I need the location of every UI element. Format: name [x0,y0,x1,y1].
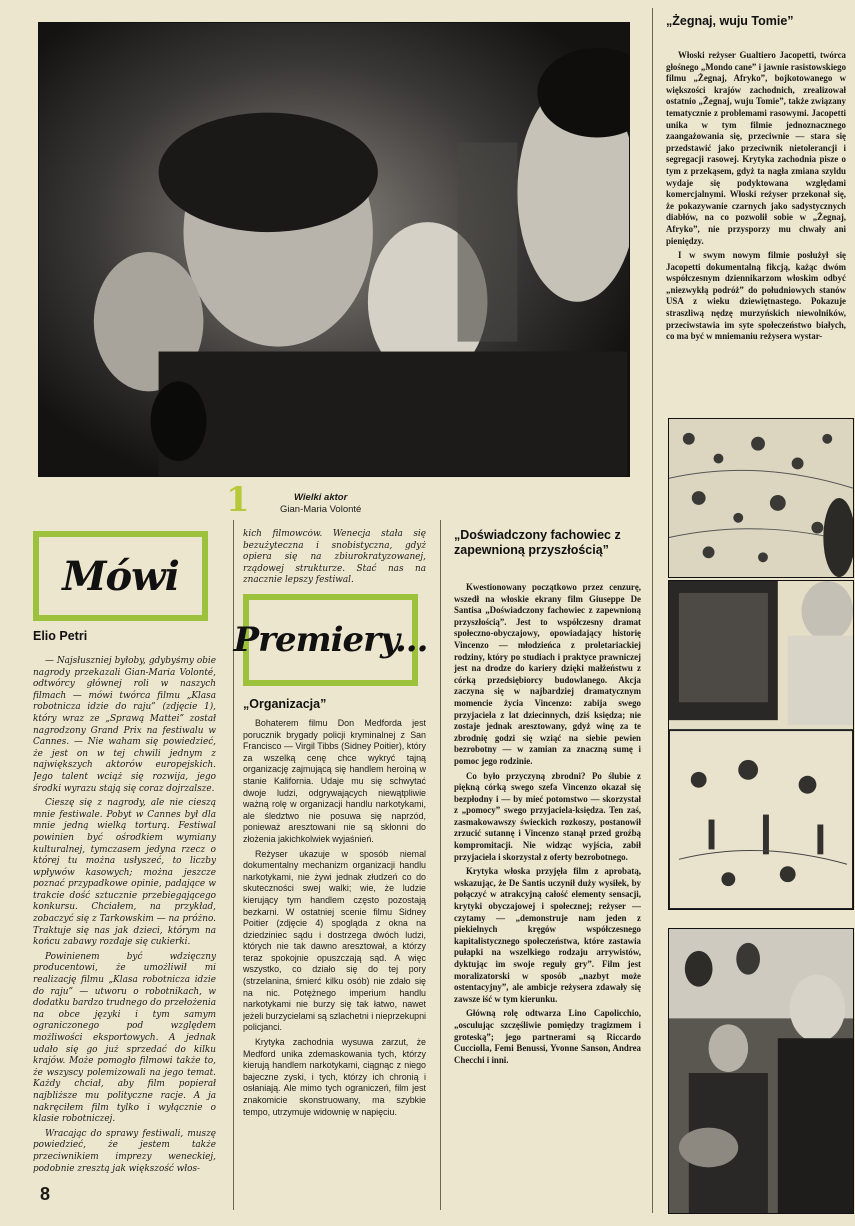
photo-group-scene [668,928,854,1214]
organizacja-heading: „Organizacja” [243,697,327,711]
column-rule [440,520,441,1210]
paragraph: Powinienem być wdzięczny producentowi, że umożliwił mi realizację filmu „Klasa robotnicza idzie do raju” — utworu o robotnikach, w dodatku bardzo trudnego do przełożenia na obce języki i tym samym ograniczonego pod względem możliwości eksportowych. A jednak udało się go już sprzedać do kilku krajów. Może pomogło filmowi także to, że wszyscy polemizowali na jego temat. Każdy chciał, aby film popierał najbliższe mu polityczne racje. A ja nakręciłem film tylko i wyłącznie o klasie robotniczej. [33,951,216,1125]
paragraph: Cieszę się z nagrody, ale nie cieszą mnie festiwale. Pobyt w Cannes był dla mnie jedną wielką torturą. Festiwal powinien być ośrodkiem wymiany kulturalnej, tymczasem jedyna rzecz o której tu można usłyszeć, to liczby wpływów kasowych; można jeszcze poznać przypadkowe opinie, padające w trakcie dość sztucznie przebiegającego konkursu. Chciałem, na przykład, zobaczyć się z Tarkowskim — na próżno. Traktuje się nas jak dzieci, którym na końcu zabawy rozdaje się cukierki. [33,798,216,948]
premiery-title: Premiery... [233,620,428,660]
premiery-masthead [233,594,428,686]
author-name: Elio Petri [33,629,88,643]
paragraph: — Najsłuszniej byłoby, gdybyśmy obie nagrody przekazali Gian-Maria Volonté, odtwórcy głównej roli w naszych filmach — mówi twórca filmu „Klasa robotnicza idzie do raju” (zdjęcie 1), który wraz ze „Sprawą Mattei” został nagrodzony Grand Prix na festiwalu w Cannes. — Nie waham się powiedzieć, że jest on w tej chwili jednym z największych aktorów europejskich. Jego talent wciąż się rozwija, jego środki wyrazu stają się coraz dojrzalsze. [33,656,216,794]
paragraph: Krytyka włoska przyjęła film z aprobatą, wskazując, że De Santis uczynił duży wysiłek, by połączyć w atrakcyjną całość elementy sensacji, krytyki obyczajowej i społecznej; reżyser — czytamy — „demonstruje nam jeden z piekielnych kręgów współczesnego kapitalistycznego społeczeństwa, które zastawia pułapki na wszelkiego rodzaju arrywistów, dyktując im swoje reguły gry”. Film jest moralizatorski w sposób „nazbyt może ostentacyjny”, ale ambicje reżysera zdawały się zawsze iść w tym kierunku. [454,866,641,1004]
caption-number: 1 [226,480,250,520]
paragraph: Krytyka zachodnia wysuwa zarzut, że Medford unika zdemaskowania tych, którzy kierują handlem narkotykami, ciągnąc z niego bajeczne zyski, i tych, którzy ich chronią i osłaniają. Ale mimo tych ograniczeń, film jest znakomicie skonstruowany, ma szybkie tempo, utrzymuje widownię w napięciu. [243,1037,426,1117]
paragraph: Główną rolę odtwarza Lino Capolicchio, „osculując szczęśliwie pomiędzy tragizmem i groteską”; jego partnerami są Riccardo Cucciolla, Femi Benussi, Yvonne Sanson, Andrea Checchi i inni. [454,1008,641,1065]
doswiadczony-heading: „Doświadczony fachowiec z zapewnioną przyszłością” [454,528,621,557]
paragraph: Włoski reżyser Gualtiero Jacopetti, twórca głośnego „Mondo cane” i jawnie rasistowskiego filmu „Żegnaj, Afryko”, bojkotowanego w większości krajów zachodnich, zrealizował ostatnio „Żegnaj, wuju Tomie”, także związany tematycznie z problemami rasowymi. Jacopetti unika w tym filmie jednoznacznego zaangażowania się, przeciwnie — stara się przedstawić jako przeciwnik nietolerancji i segregacji rasowej. Krytyka zachodnia pisze o tym z przekąsem, gdyż ta nagła zmiana szyldu wydaje się podyktowana względami komercjalnymi. Włoski reżyser przekonał się, że pokazywanie czarnych jako sadystycznych diabłów, na co pozwolił sobie w „Żegnaj, Afryko”, nie przysporzy mu chwały ani pieniędzy. [666,50,846,246]
zegnaj-heading: „Żegnaj, wuju Tomie” [666,14,794,28]
zegnaj-article-body [666,50,846,400]
paragraph: kich filmowców. Wenecja stała się bezużyteczna i snobistyczna, gdyż opiera się na zbiurokratyzowanej, rządowej strukturze. Stać nas na znacznie lepszy festiwal. [243,529,426,586]
paragraph: Co było przyczyną zbrodni? Po ślubie z piękną córką swego szefa Vincenzo okazał się bezpłodny i — by mieć potomstwo — skorzystał z „pomocy” swego przyjaciela-księdza. Ten zaś, zasmakowawszy świeckich rozkoszy, postanowił zrzucić sutannę i Vincenzo stanął przed groźbą kompromitacji. Nie widząc wyjścia, zabił przyjaciela i skorzystał z oferty bezrobotnego. [454,770,641,862]
main-photo-volonte [38,22,630,477]
column-rule [652,8,653,1213]
doswiadczony-article-body [454,582,641,1194]
paragraph: Bohaterem filmu Don Medforda jest porucznik brygady policji kryminalnej z San Francisco — Virgil Tibbs (Sidney Poitier), który za wszelką cenę chce wykryć tajną organizację zajmującą się handlem heroiną w stanie Kalifornia. Udaje mu się schwytać dwoje ludzi, odgrywających niewątpliwie ważną rolę w organizacji handlu narkotykami, ale śledztwo nie posuwa się naprzód, ponieważ aresztowani nie są skłonni do złożenia jakichkolwiek wyjaśnień. [243,718,426,844]
paragraph: Wracając do sprawy festiwali, muszę powiedzieć, że jestem także przeciwnikiem imprezy weneckiej, podobnie zresztą jak większość włos- [33,1128,216,1174]
caption-line-1: Wielki aktor [294,492,348,503]
organizacja-article-body [243,718,426,1194]
photo-caption [280,492,361,516]
mowi-masthead [33,531,208,621]
mowi-title: Mówi [62,552,179,600]
paragraph: Kwestionowany początkowo przez cenzurę, wszedł na włoskie ekrany film Giuseppe De Santisa „Doświadczony fachowiec z zapewnioną przyszłością”. Jest to współczesny dramat społeczno-obyczajowy, opowiadający historię Vincenzo — młodzieńca z proletariackiej rodziny, który po studiach i praktyce prawniczej jest na drodze do kariery dzięki małżeństwu z córką przedsiębiorcy budowlanego. Akcja zaczyna się w najbardziej dramatycznym momencie życia Vincenzo: zabija swego przyjaciela z lat dziecinnych, dziś księdza; nie zostaje jednak aresztowany, gdyż winę za te zbrodnię godzi się wziąć na siebie pewien bezrobotny — w zamian za znaczną sumę i pomoc jego rodzinie. [454,582,641,766]
paragraph: I w swym nowym filmie posłużył się Jacopetti dokumentalną fikcją, każąc dwóm współczesnym dziennikarzom włoskim odbyć „niezwykłą podróż” do południowych stanów USA z wieku dziewiętnastego. Pokazuje straszliwą nędzę murzyńskich niewolników, przeciwstawia im syte społeczeństwo białych, co ma być w mniemaniu reżysera wystar- [666,250,846,342]
photo-man-and-painting [668,580,854,910]
page-number: 8 [40,1184,51,1204]
caption-line-2: Gian-Maria Volonté [280,504,362,515]
paragraph: Reżyser ukazuje w sposób niemal dokumentalny mechanizm organizacji handlu narkotykami, nie żywi jednak złudzeń co do skuteczności swej walki; wie, że ludzie kierujący tym handlem często pozostają bezkarni. W ostatniej scenie filmu Sidney Poitier (zdjęcie 4) spogląda z okna na dziedziniec sądu i dostrzega dwóch ludzi, których nie tak dawno aresztował, a którzy teraz spokojnie opuszczają sąd. A więc wszystko, co działo się do tej pory (strzelanina, śmierć kilku osób) nie zdało się na nic. Potężnego imperium handlu narkotykami nie burzy się tak łatwo, nawet jeżeli burzycielami są szlachetni i nieprzekupni policjanci. [243,848,426,1033]
mowi-article-continuation [243,529,426,589]
photo-painting-top [668,418,854,578]
mowi-article-body [33,656,216,1191]
